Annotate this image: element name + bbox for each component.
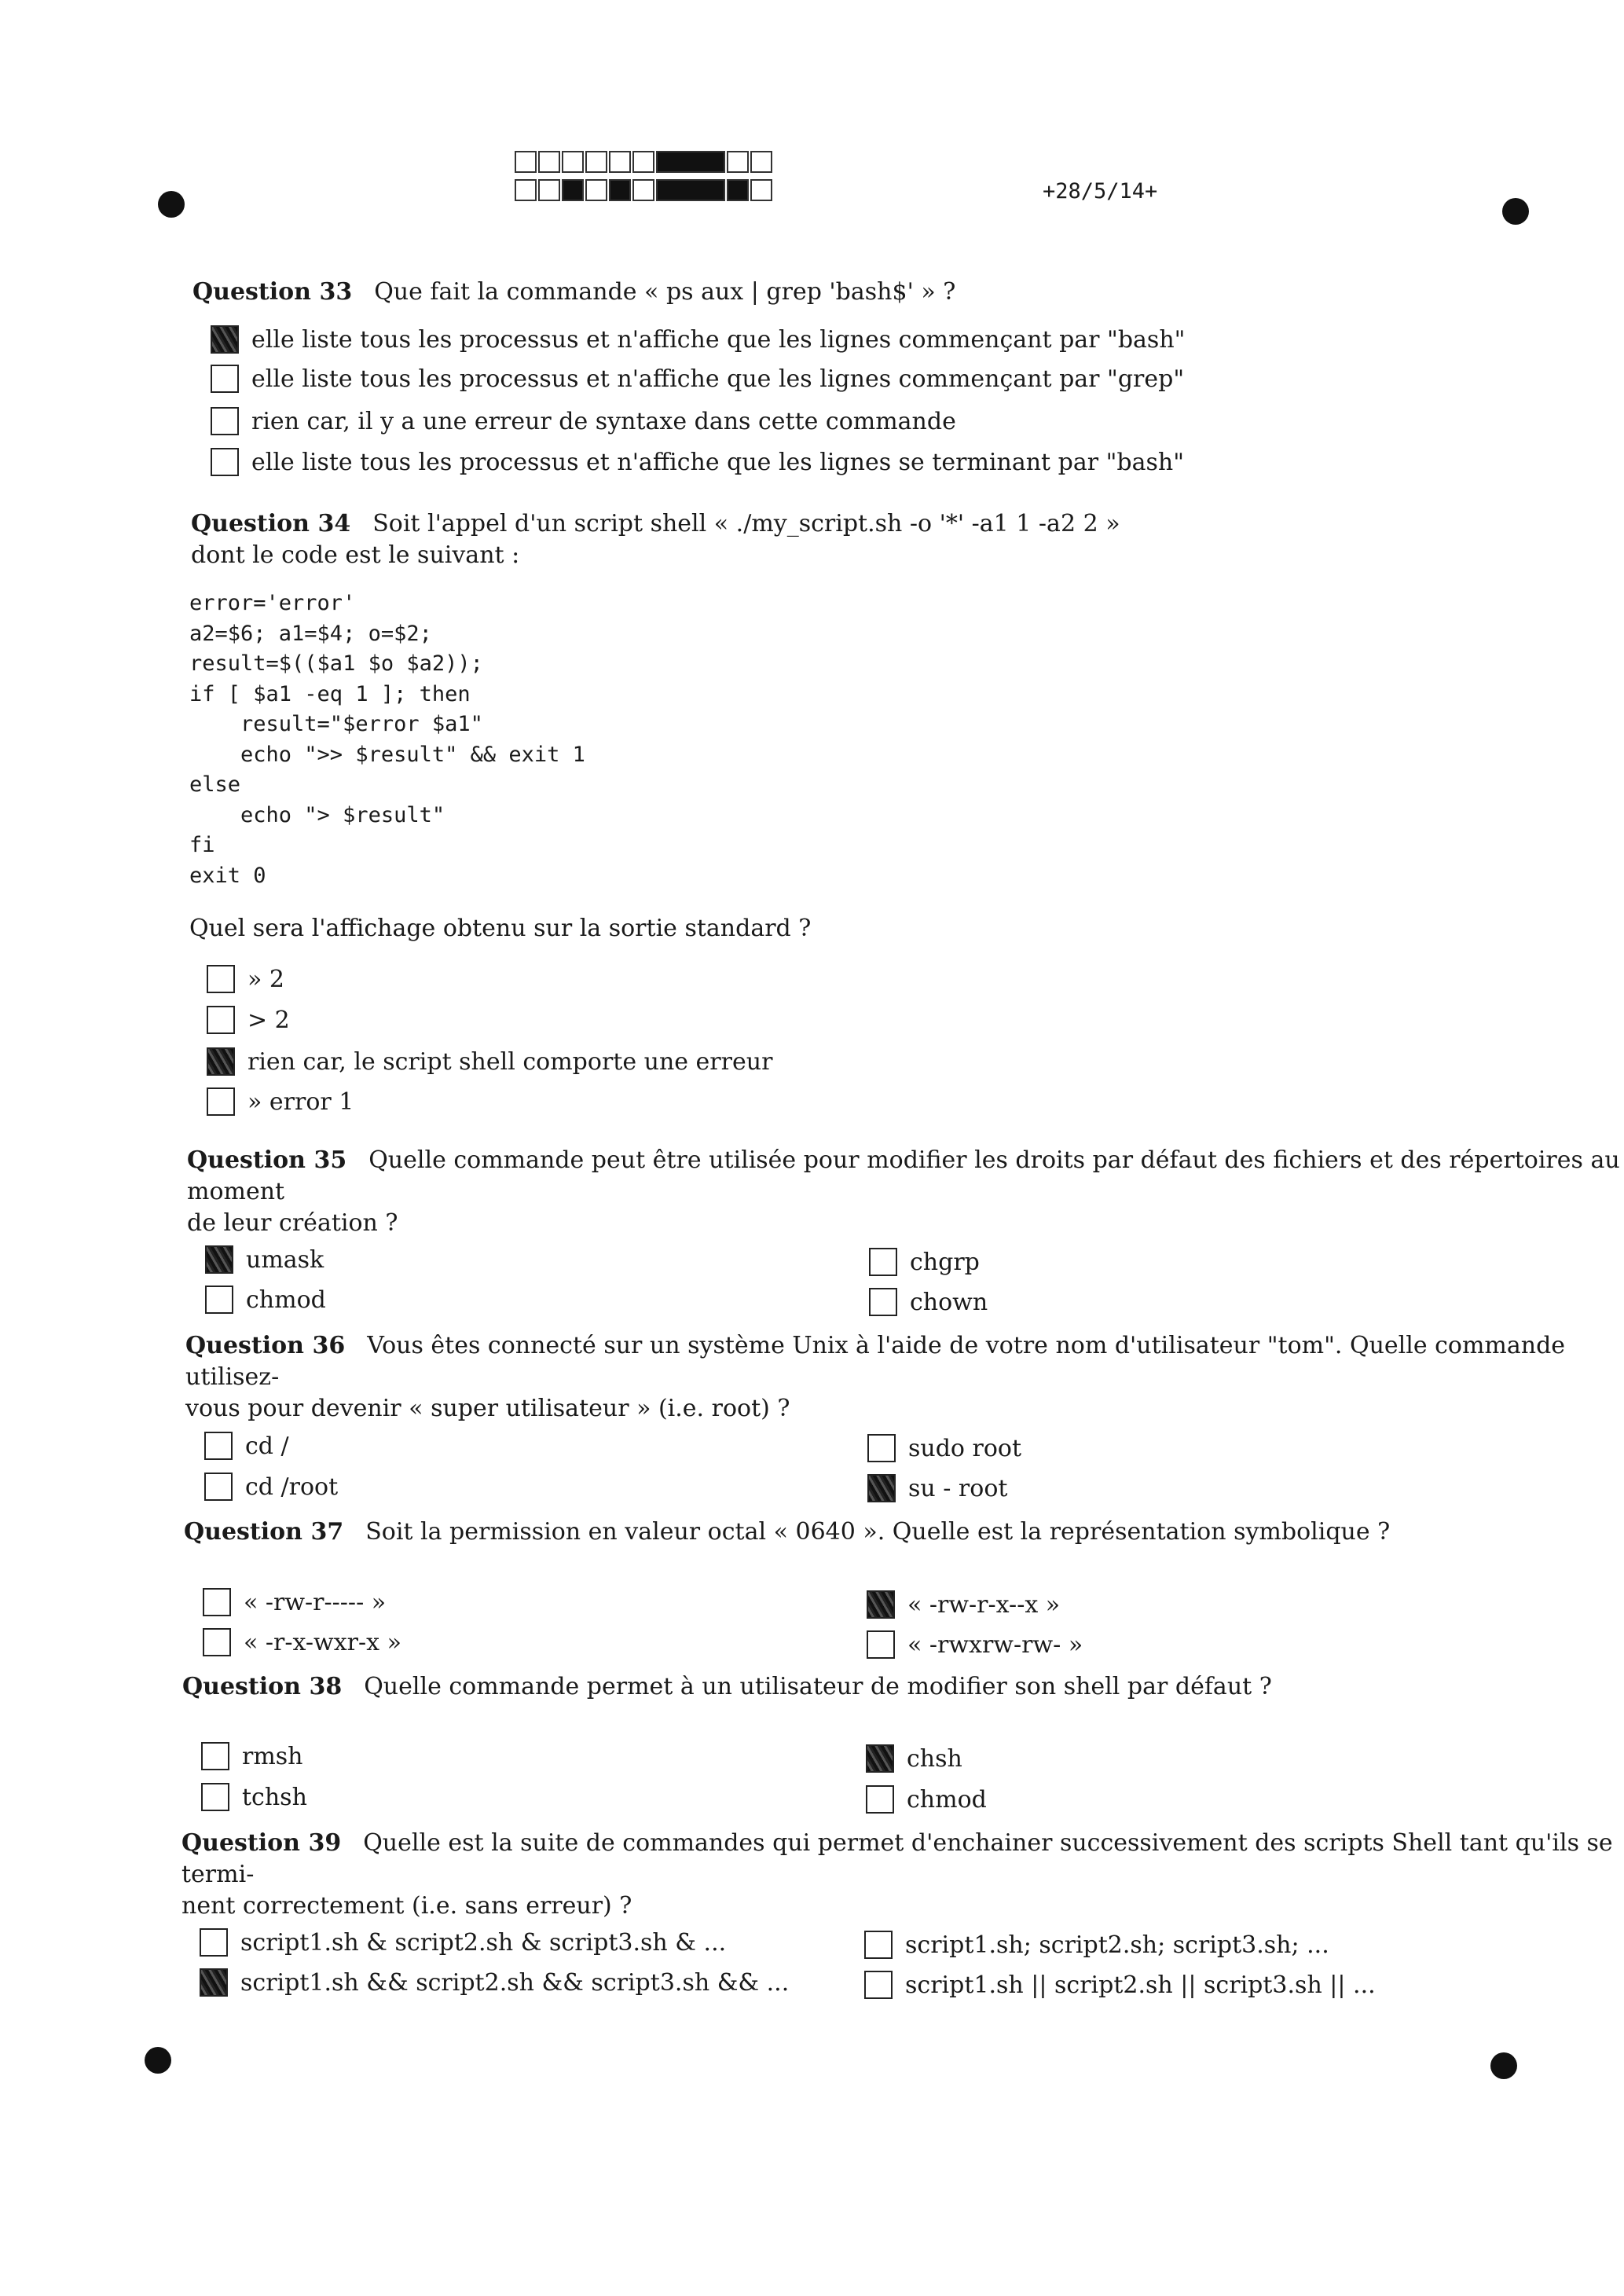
checkbox[interactable] (211, 407, 239, 435)
option-label: elle liste tous les processus et n'affiche que les lignes commençant par "bash" (251, 325, 1186, 354)
checkbox[interactable] (864, 1971, 893, 1999)
option-label: umask (246, 1245, 324, 1274)
q34-option-3[interactable] (207, 1046, 772, 1077)
q37-option-4[interactable] (867, 1629, 1083, 1660)
option-label: » 2 (247, 965, 284, 993)
checkbox[interactable] (867, 1590, 895, 1619)
q36-option-3[interactable] (867, 1432, 1021, 1464)
q36-option-4[interactable] (867, 1473, 1007, 1504)
checkbox[interactable] (204, 1473, 233, 1501)
option-label: script1.sh && script2.sh && script3.sh && ... (240, 1968, 790, 1997)
checkbox[interactable] (204, 1432, 233, 1460)
question-text: Soit la permission en valeur octal « 0640 ». Quelle est la représentation symbolique ? (365, 1518, 1391, 1546)
question-text: Vous êtes connecté sur un système Unix à l'aide de votre nom d'utilisateur "tom". Quelle commande utilisez- (185, 1332, 1566, 1391)
option-label: sudo root (908, 1434, 1022, 1462)
option-label: chsh (907, 1744, 962, 1773)
question-number: Question 33 (192, 278, 353, 306)
option-label: cd / (245, 1432, 289, 1460)
option-label: tchsh (242, 1783, 307, 1811)
q34-prompt: Quel sera l'affichage obtenu sur la sortie standard ? (189, 915, 812, 942)
checkbox[interactable] (201, 1783, 229, 1811)
checkbox[interactable] (869, 1288, 897, 1316)
q37-option-3[interactable] (867, 1589, 1060, 1620)
q36-option-1[interactable] (204, 1430, 289, 1462)
q37-option-1[interactable] (203, 1586, 386, 1618)
checkbox[interactable] (866, 1785, 894, 1814)
option-label: » error 1 (247, 1087, 354, 1116)
question-35 (187, 1145, 1624, 1239)
q38-option-4[interactable] (866, 1784, 987, 1815)
checkbox[interactable] (205, 1245, 233, 1274)
checkbox[interactable] (207, 1047, 235, 1076)
q33-option-3[interactable] (211, 405, 956, 437)
checkbox[interactable] (207, 1006, 235, 1034)
q37-option-2[interactable] (203, 1627, 401, 1658)
question-number: Question 34 (191, 510, 351, 537)
q33-option-4[interactable] (211, 446, 1184, 478)
checkbox[interactable] (867, 1630, 895, 1659)
registration-dot-top-left (158, 191, 185, 218)
checkbox[interactable] (200, 1968, 228, 1997)
question-36 (185, 1330, 1624, 1425)
registration-dot-bottom-right (1490, 2052, 1517, 2079)
option-label: rien car, le script shell comporte une erreur (247, 1047, 773, 1076)
q39-option-2[interactable] (200, 1967, 789, 1998)
q38-option-3[interactable] (866, 1743, 962, 1774)
checkbox[interactable] (207, 1087, 235, 1116)
option-label: rmsh (242, 1742, 303, 1770)
checkbox[interactable] (201, 1742, 229, 1770)
registration-dot-top-right (1502, 198, 1529, 225)
q39-option-4[interactable] (864, 1969, 1376, 2001)
question-text-line-2: nent correctement (i.e. sans erreur) ? (181, 1892, 632, 1920)
page-code-id: +28/5/14+ (1043, 179, 1158, 204)
option-label: > 2 (247, 1006, 290, 1034)
question-37 (184, 1517, 1390, 1548)
option-label: su - root (908, 1474, 1008, 1502)
q33-option-2[interactable] (211, 363, 1184, 394)
question-number: Question 37 (184, 1518, 344, 1546)
q38-option-1[interactable] (201, 1740, 303, 1772)
checkbox[interactable] (203, 1628, 231, 1656)
question-38 (182, 1671, 1272, 1703)
q39-option-3[interactable] (864, 1929, 1329, 1960)
registration-dot-bottom-left (145, 2047, 171, 2074)
question-text: Que fait la commande « ps aux | grep 'bash$' » ? (374, 278, 956, 306)
q35-option-2[interactable] (205, 1284, 326, 1315)
question-39 (181, 1828, 1624, 1922)
checkbox[interactable] (869, 1248, 897, 1276)
question-34 (191, 508, 1120, 571)
q38-option-2[interactable] (201, 1781, 307, 1813)
option-label: chgrp (910, 1248, 980, 1276)
option-label: cd /root (245, 1473, 339, 1501)
option-label: chown (910, 1288, 988, 1316)
question-text: Quelle commande permet à un utilisateur de modifier son shell par défaut ? (364, 1673, 1272, 1700)
question-number: Question 36 (185, 1332, 346, 1359)
checkbox[interactable] (200, 1928, 228, 1957)
q34-option-4[interactable] (207, 1086, 354, 1117)
option-label: elle liste tous les processus et n'affiche que les lignes commençant par "grep" (251, 365, 1185, 393)
checkbox[interactable] (211, 448, 239, 476)
q35-option-4[interactable] (869, 1286, 988, 1318)
q34-option-1[interactable] (207, 963, 284, 995)
checkbox[interactable] (211, 365, 239, 393)
q39-option-1[interactable] (200, 1927, 726, 1958)
q33-option-1[interactable] (211, 324, 1185, 355)
q35-option-3[interactable] (869, 1246, 980, 1278)
option-label: « -r-x-wxr-x » (244, 1628, 401, 1656)
question-text-line-2: de leur création ? (187, 1209, 398, 1237)
option-label: elle liste tous les processus et n'affiche que les lignes se terminant par "bash" (251, 448, 1185, 476)
checkbox[interactable] (867, 1434, 896, 1462)
option-label: « -rw-r----- » (244, 1588, 387, 1616)
checkbox[interactable] (205, 1286, 233, 1314)
code-block: error='error' a2=$6; a1=$4; o=$2; result=$(($a1 $o $a2)); if [ $a1 -eq 1 ]; then result="$error $a1" echo ">> $result" && exit 1 else echo "> $result" fi exit 0 (189, 591, 585, 888)
question-number: Question 38 (182, 1673, 343, 1700)
option-label: « -rw-r-x--x » (907, 1590, 1061, 1619)
checkbox[interactable] (207, 965, 235, 993)
option-label: script1.sh; script2.sh; script3.sh; ... (905, 1931, 1329, 1959)
checkbox[interactable] (211, 325, 239, 354)
checkbox[interactable] (203, 1588, 231, 1616)
question-text: Soit l'appel d'un script shell « ./my_script.sh -o '*' -a1 1 -a2 2 » (372, 510, 1120, 537)
barcode-row-1 (515, 151, 774, 173)
option-label: chmod (246, 1286, 326, 1314)
q36-option-2[interactable] (204, 1471, 338, 1502)
checkbox[interactable] (864, 1931, 893, 1959)
q34-option-2[interactable] (207, 1004, 290, 1036)
checkbox[interactable] (866, 1744, 894, 1773)
question-33 (192, 277, 955, 308)
option-label: « -rwxrw-rw- » (907, 1630, 1083, 1659)
option-label: script1.sh || script2.sh || script3.sh || ... (905, 1971, 1376, 1999)
question-number: Question 35 (187, 1146, 347, 1174)
question-number: Question 39 (181, 1829, 342, 1857)
q35-option-1[interactable] (205, 1244, 324, 1275)
question-text: Quelle est la suite de commandes qui permet d'enchainer successivement des scripts Shell tant qu'ils se termi- (181, 1829, 1613, 1888)
option-label: rien car, il y a une erreur de syntaxe dans cette commande (251, 407, 956, 435)
checkbox[interactable] (867, 1474, 896, 1502)
question-text-line-2: dont le code est le suivant : (191, 541, 520, 569)
barcode-row-2 (515, 179, 774, 201)
question-text: Quelle commande peut être utilisée pour modifier les droits par défaut des fichiers et des répertoires au moment (187, 1146, 1620, 1205)
option-label: script1.sh & script2.sh & script3.sh & ... (240, 1928, 727, 1957)
option-label: chmod (907, 1785, 987, 1814)
question-text-line-2: vous pour devenir « super utilisateur » (i.e. root) ? (185, 1395, 790, 1422)
